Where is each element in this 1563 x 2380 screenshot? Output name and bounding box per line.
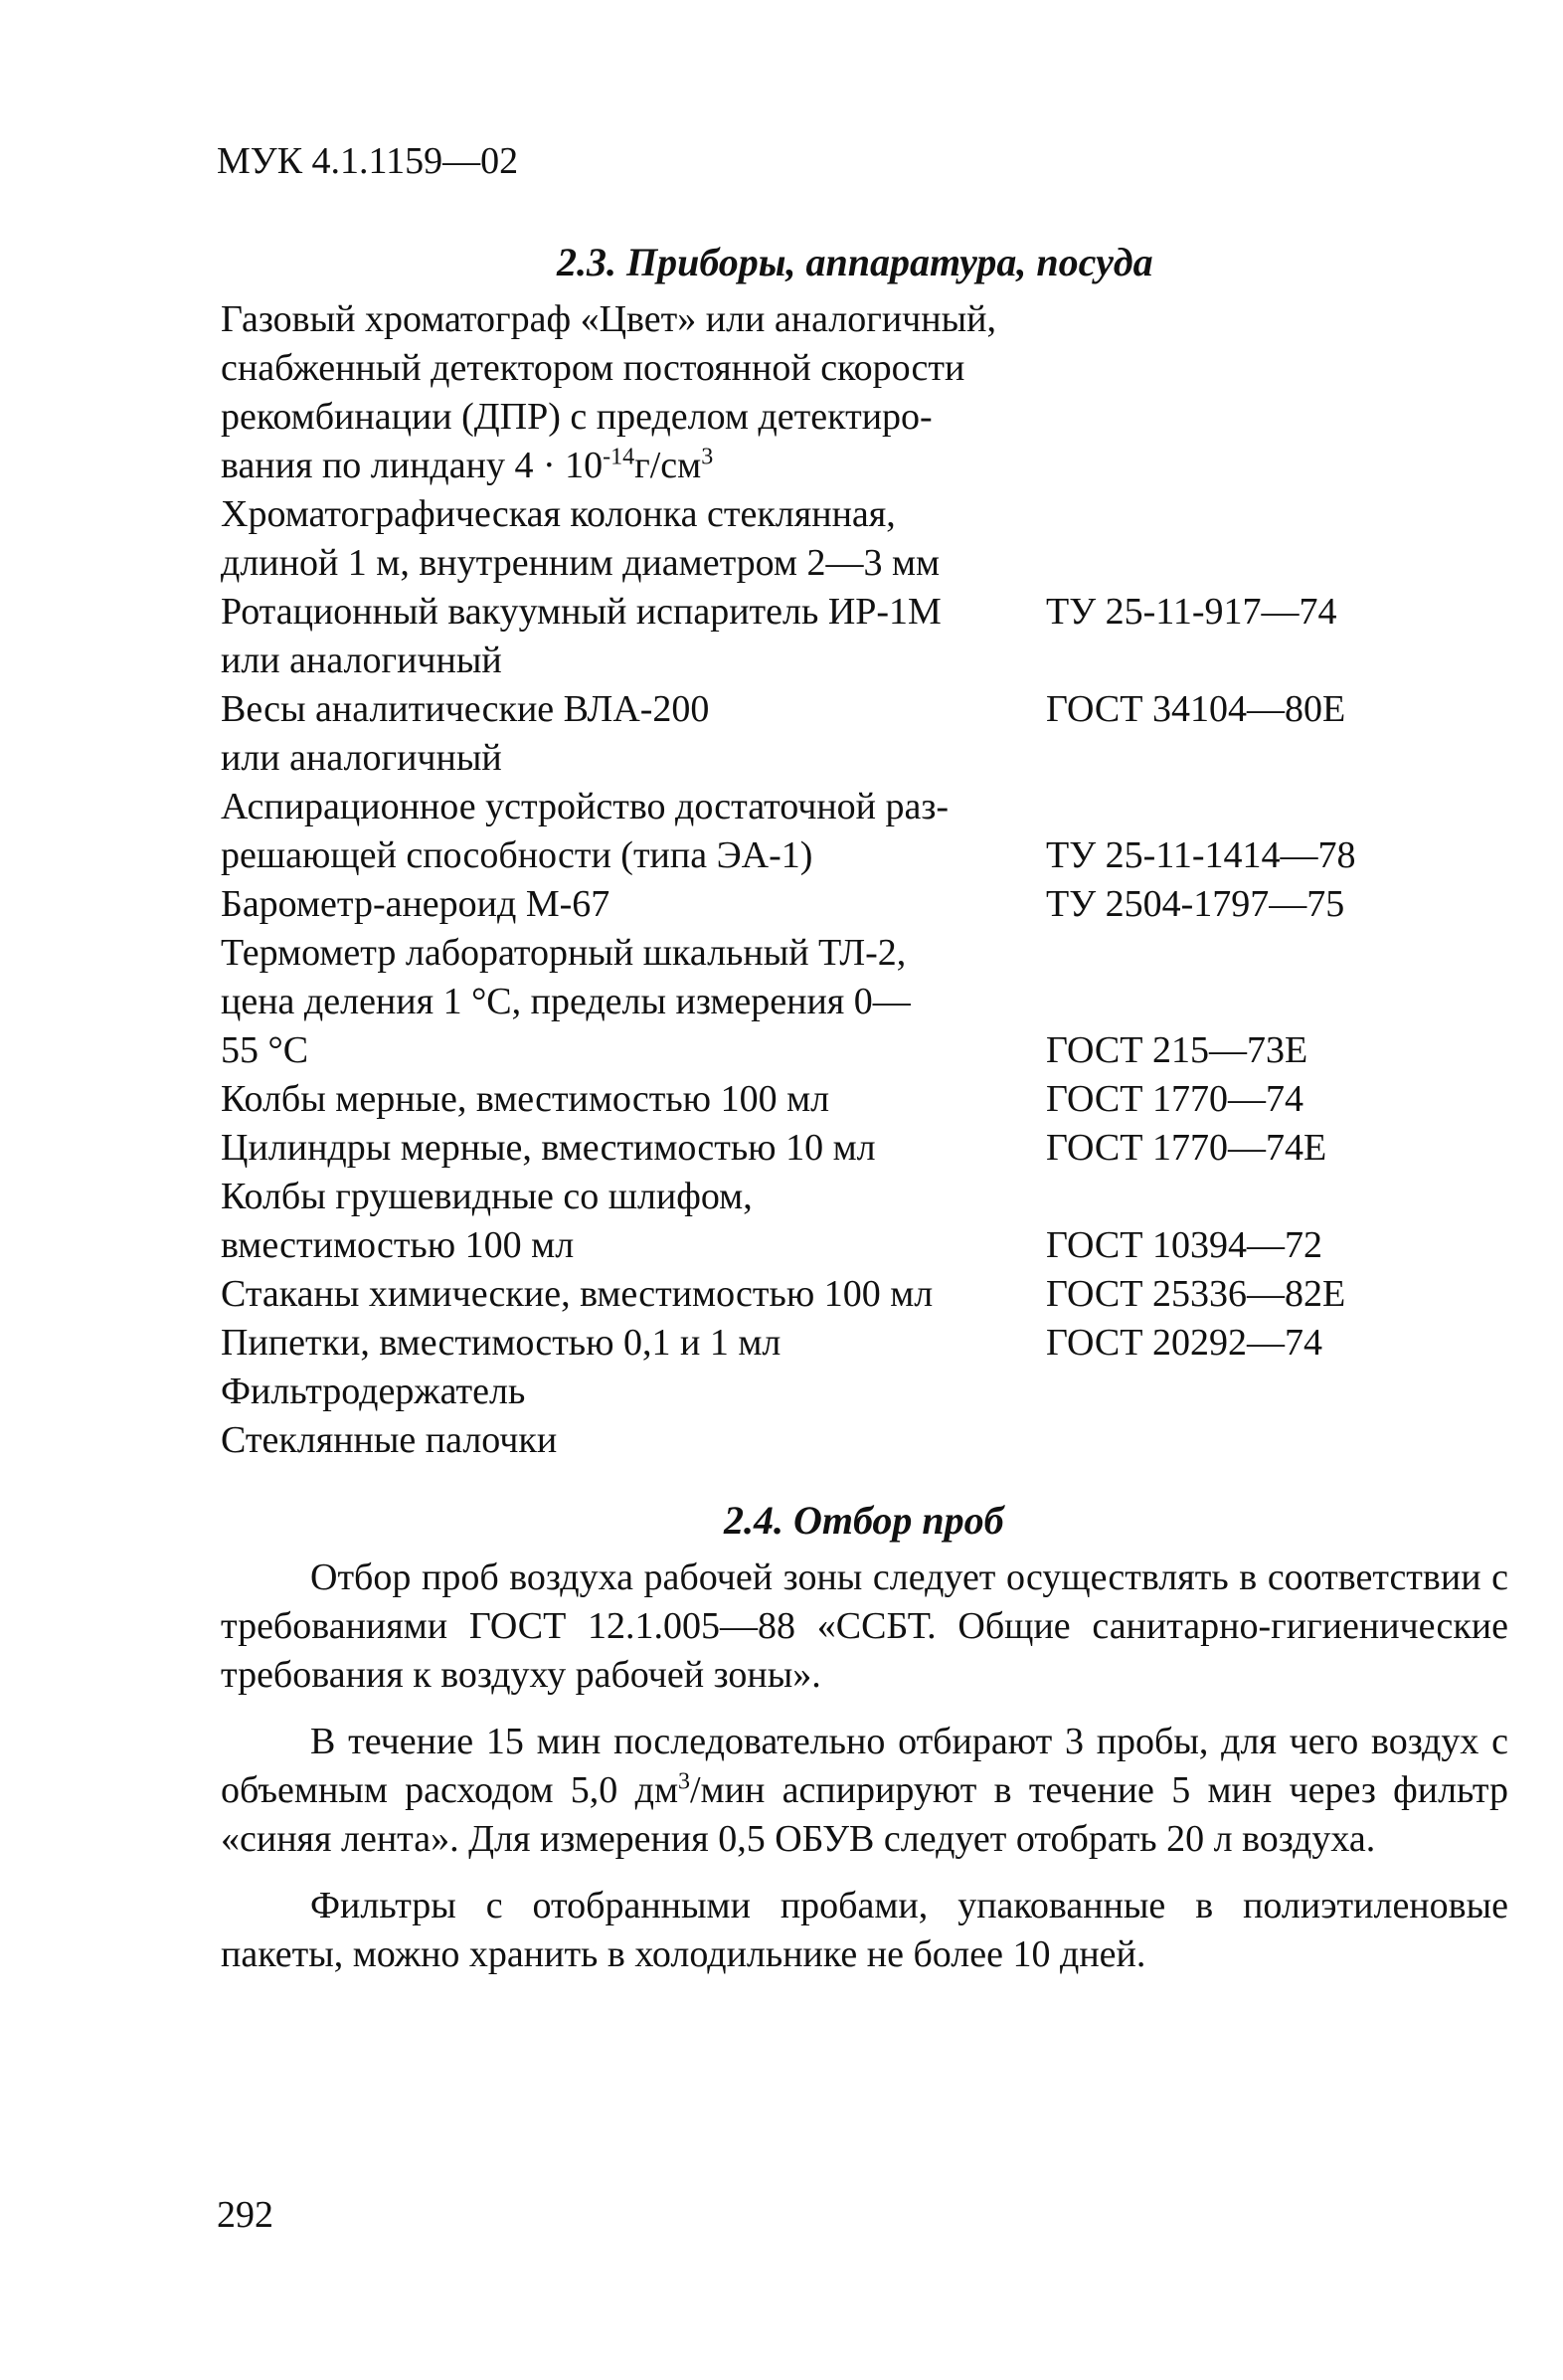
item-text-line: или аналогичный (221, 737, 502, 779)
equipment-item (221, 685, 1414, 783)
item-text-line: рекомбинации (ДПР) с пределом детектиро- (221, 396, 933, 438)
equipment-item (221, 1319, 1414, 1368)
item-text-line: Фильтродержатель (221, 1371, 526, 1412)
equipment-item (221, 880, 1414, 929)
equipment-item (221, 929, 1414, 1075)
item-text-line: Колбы грушевидные со шлифом, (221, 1176, 753, 1217)
item-standard: ГОСТ 1770—74 (1046, 1078, 1303, 1120)
item-standard: ГОСТ 25336—82Е (1046, 1273, 1346, 1315)
item-text-line: цена деления 1 °С, пределы измерения 0— (221, 981, 911, 1022)
item-text-line: Хроматографическая колонка стеклянная, (221, 493, 896, 535)
item-text-line: Цилиндры мерные, вместимостью 10 мл (221, 1127, 876, 1169)
page-number: 292 (217, 2194, 273, 2236)
item-text-line: Термометр лабораторный шкальный ТЛ-2, (221, 932, 907, 974)
equipment-item (221, 1173, 1414, 1270)
item-text-line: Стаканы химические, вместимостью 100 мл (221, 1273, 934, 1315)
item-standard: ТУ 25-11-1414—78 (1046, 834, 1356, 876)
equipment-item (221, 783, 1414, 880)
item-text-line: вместимостью 100 мл (221, 1224, 575, 1266)
equipment-list (221, 295, 1414, 1465)
item-text-line: Аспирационное устройство достаточной раз- (221, 786, 950, 827)
item-standard: ГОСТ 215—73Е (1046, 1029, 1308, 1071)
section-heading-2-3: 2.3. Приборы, аппаратура, посуда (557, 240, 1153, 284)
equipment-item (221, 1368, 1414, 1416)
item-text-line: Колбы мерные, вместимостью 100 мл (221, 1078, 830, 1120)
item-text-line: снабженный детектором постоянной скорости (221, 347, 965, 389)
equipment-item (221, 295, 1414, 490)
document-code: МУК 4.1.1159—02 (217, 140, 519, 182)
equipment-item (221, 1075, 1414, 1124)
equipment-item (221, 490, 1414, 588)
equipment-item (221, 1124, 1414, 1173)
superscript: 3 (701, 444, 714, 470)
paragraph: Отбор проб воздуха рабочей зоны следует осуществлять в соответствии с требованиями ГОСТ 12.1.005—88 «ССБТ. Общие санитарно-гигиенические требования к воздуху рабочей зоны». (221, 1556, 1508, 1696)
equipment-item (221, 1270, 1414, 1319)
paragraph: В течение 15 мин последовательно отбирают 3 пробы, для чего воздух с объемным расходом 5,0 $дм^3$/мин аспирируют в течение 5 мин через фильтр «синяя лента». Для измерения 0,5 ОБУВ следует отобрать 20 л воздуха. (221, 1721, 1509, 1860)
item-text-line: Газовый хроматограф «Цвет» или аналогичный, (221, 298, 996, 340)
superscript: -14 (603, 444, 635, 470)
sampling-section (221, 1554, 1508, 1997)
equipment-item (221, 588, 1414, 685)
item-text-line: 55 °С (221, 1029, 309, 1071)
equipment-item (221, 1416, 1414, 1465)
item-standard: ГОСТ 20292—74 (1046, 1322, 1322, 1364)
item-text-line: Барометр-анероид М-67 (221, 883, 610, 925)
item-text-line: Стеклянные палочки (221, 1419, 558, 1461)
item-standard: ТУ 25-11-917—74 (1046, 591, 1337, 633)
item-standard: ГОСТ 34104—80Е (1046, 688, 1346, 730)
item-text-line: или аналогичный (221, 640, 502, 681)
item-text-line: длиной 1 м, внутренним диаметром 2—3 мм (221, 542, 941, 584)
item-standard: ТУ 2504-1797—75 (1046, 883, 1345, 925)
item-text-line: Пипетки, вместимостью 0,1 и 1 мл (221, 1322, 782, 1364)
item-text-line: Весы аналитические ВЛА-200 (221, 688, 710, 730)
item-text-line: решающей способности (типа ЭА-1) (221, 834, 813, 876)
item-standard: ГОСТ 1770—74Е (1046, 1127, 1327, 1169)
item-text-line: Ротационный вакуумный испаритель ИР-1М (221, 591, 942, 633)
item-text-line: вания по линдану $4 \cdot 10^{-14}г/см^3$ (221, 444, 714, 486)
paragraph: Фильтры с отобранными пробами, упакованные в полиэтиленовые пакеты, можно хранить в холодильнике не более 10 дней. (221, 1885, 1508, 1975)
section-heading-2-4: 2.4. Отбор проб (724, 1498, 1004, 1543)
superscript: 3 (678, 1768, 690, 1795)
item-standard: ГОСТ 10394—72 (1046, 1224, 1322, 1266)
